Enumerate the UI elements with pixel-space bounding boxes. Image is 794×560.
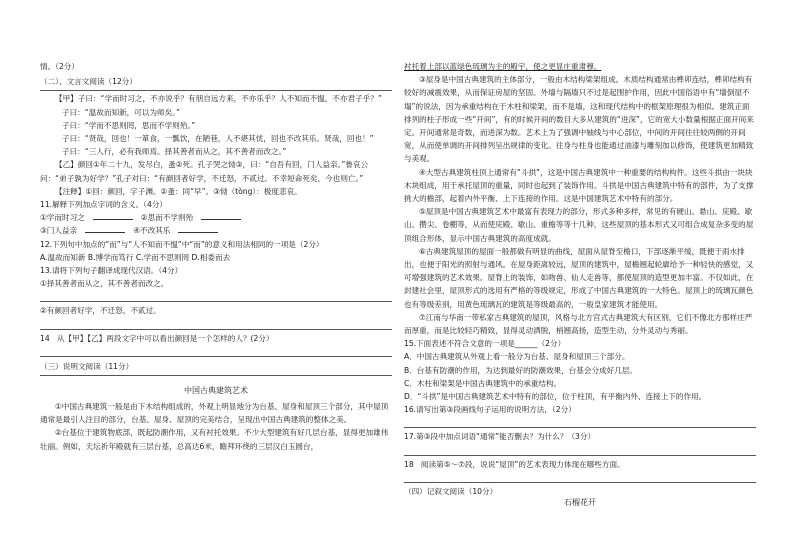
article-para-2: ②台基位于建筑物底部，既起防潮作用，又有衬托效果。不少大型建筑有好几层台基，显得更加雄伟壮丽。例如，天坛祈年殿就有三层台基，总高达6米，瞻拜环绕的三层汉白玉圆台， [40,428,389,451]
q13-sentence-1: ①择其善者而从之，其不善者而改之。 [40,279,169,289]
question-11: 11.解释下列加点字词的含义。（4分） [40,200,168,210]
jia-line-5: 子曰：“三人行，必有我师焉。择其善者而从之，其不善者而改之。” [62,147,287,157]
question-16: 16.请写出第③段画线句子运用的说明方法，（2分） [404,405,576,415]
q15-option-b: B．台基有防潮的作用，为达到最好的防潮效果，台基会分成好几层。 [404,365,638,375]
article-para-6: ⑥古典建筑屋顶的屋面一般都做有明显的曲线，屋面从屋脊至檐口，下部逐渐平缓，既便于雨水排出，也便于阳光的照射与通风。在屋身距离较远，屋顶的建筑中，屋檐翘起轮廓给予一种轻快的感觉，又可增强建筑的艺术效果。屋脊上的装饰，如吻兽、仙人走兽等，都使屋顶的造型更加丰富。不仅如此，在封建社会里，屋顶形式的选用有严格的等级规定，形成了中国古典建筑的一大特色。屋顶上的琉璃瓦颜色也有等级差别，用黄色琉璃瓦的建筑是等级最高的，一般皇家建筑才能使用。 [404,246,754,309]
question-18 [404,458,756,471]
q11-c-blank[interactable] [85,224,125,233]
q11-d: ④不改其乐 [133,226,171,236]
section4-header: （四）记叙文阅读（10分） [404,486,498,496]
q18-text: 阅读第⑤～⑦段，说说“屋顶”的艺术表现力体现在哪些方面。 [420,459,625,469]
q11-row-1 [40,211,392,224]
notes: 【注释】①回：颜回，字子渊。②蚤：同“早”。③恸（tòng）：极度悲哀。 [55,186,302,196]
article-para-5: ⑤屋顶是中国古典建筑艺术中最富有表现力的部分，形式多种多样，常见的有硬山、悬山、庑殿、歇山、攒尖、卷棚等，从而使庑殿、歇山、重檐等等十几种，这些屋顶的基本形式又可组合成复杂多变的屋顶组合形体，显示中国古典建筑的高度成就。 [404,207,754,243]
question-14 [40,332,392,345]
jia-line-3: 子曰：“学而不思则罔，思而不学则殆。” [62,120,196,130]
q15-option-c: C．木柱和梁架是中国古典建筑中的承重结构。 [404,378,562,388]
q18-number: 18 [404,459,414,469]
q11-a-blank[interactable] [93,211,133,220]
q17-answer-line[interactable] [404,444,756,456]
q11-b-blank[interactable] [201,211,241,220]
q15-option-a: A．中国古典建筑从外观上看一般分为台基、屋身和屋顶三个部分。 [404,352,630,362]
article-title: 中国古典建筑艺术 [184,386,248,396]
q11-d-blank[interactable] [178,224,218,233]
question-13: 13.请将下列句子翻译成现代汉语。（4分） [40,266,183,276]
jia-line-4: 子曰：“贤哉，回也！一箪食，一瓢饮，在陋巷，人不堪其忧，回也不改其乐。贤哉，回也！” [62,134,374,144]
article-para-1: ①中国古典建筑一般是由下木结构组成的，外观上明显地分为台基、屋身和屋顶三个部分，其中屋顶通常是最引人注目的部分，台基、屋身、屋顶的完美结合，呈现出中国古典建筑的整体之美。 [40,402,389,425]
article-para-3: ③屋身是中国古典建筑的主体部分，一般由木结构梁架组成。木质结构通常由榫卯连结，榫卯结构有较好的减震效果，从而保证房屋的坚固。外墙与隔墙只不过是起围护作用，因此中国俗语中有“墙倒屋不塌”的说法，因为承重结构在于木柱和梁架，而不是墙，这和现代结构中的框架原理很为相似。建筑正面排列的柱子形成一些“开间”，有的时候开间的数目大多从建筑的“进深”，它的宽大小数量根据正面开间来定。开间通常是奇数，而进深为数。艺术上为了强调中轴线与中心部位，中间的开间往往较两侧的开间宽，从而使单调的开间排列呈出规律的变化。往身与柱身也能通过油漆与雕刻加以修饰，使建筑更加精致与美观。 [404,75,754,164]
q11-c: ③门人益亲 [40,226,78,236]
article-para-4: ④大型古典建筑柱顶上通常有“斗拱”，这是中国古典建筑中一种重要的结构构件。这些斗拱由一块块木块组成，用于承托屋顶的重量，同时也起到了装饰作用。斗拱是中国古典建筑中特有的部件，为了支撑挑大的檐部，起着内外平衡、上下连接的作用。这是中国建筑艺术中特有的部分。 [404,167,754,204]
jia-line-2: 子曰：“温故而知新，可以为师矣。” [62,107,180,117]
q14-text: 从【甲】【乙】两段文字中可以看出颜回是一个怎样的人？(2分） [56,333,274,343]
article-para-7: ⑦江南与华南一带私家古典建筑的屋顶，风格与北方宫式古典建筑大有区别，它们不像北方那样庄严而厚重，而是比较轻巧精致，显得灵动洒脱，梢翘高扬，造型生动，分外灵动与秀丽。 [404,312,753,336]
q18-answer-line[interactable] [404,471,756,483]
q14-answer-line[interactable] [40,345,392,357]
right-column [404,60,756,512]
section3-header: （三）说明文阅读（11分） [40,359,392,376]
q13-answer-line-2[interactable] [40,318,392,330]
q14-number: 14 [40,333,50,343]
section2-header: （二）、文言文阅读（12分） [40,74,392,91]
question-12: 12.下列句中加点的“而”与“人不知而不愠”中“而”的意义和用法相同的一项是（2分） [40,239,324,249]
top-line: 衬托着上部以蓝绿色琉璃为主的殿宇，使之更显庄重肃穆。 [404,62,602,71]
section4-title: 石榴花开 [564,498,596,508]
q11-row-2 [40,224,392,237]
q13-answer-line-1[interactable] [40,290,392,302]
question-15: 15.下面表述不符合文意的一项是______（2分） [404,339,566,349]
q12-options: A.温故而知新 B.博学而笃行 C.学而不思则罔 D.相委而去 [40,252,231,262]
question-17: 17.第③段中加点词语“通常”能否删去？为什么？（3分） [404,432,596,442]
q16-answer-line[interactable] [404,416,756,428]
first-line: 情。（2分） [40,62,79,71]
q15-option-d: D．“斗拱”是中国古典建筑艺术中特有的部位，位于柱顶，有平衡内外、连接上下的作用。 [404,392,707,402]
left-column [40,60,392,453]
yi-text: 【乙】颜回①年二十九，发尽白，蚤②死。孔子哭之恸③，曰：“自吾有回，门人益亲。”鲁哀公问：“弟子孰为好学？”孔子对曰：“有颜回者好学，不迁怒，不贰过。不幸短命死矣，今也则亡。” [40,160,369,183]
jia-line-1: 【甲】子曰：“学而时习之，不亦说乎？有朋自远方来，不亦乐乎？人不知而不愠，不亦君子乎？” [55,94,382,104]
q11-b: ②思而不学则殆 [140,213,194,223]
q11-a: ①学而时习之 [40,213,85,223]
q13-sentence-2: ②有颜回者好学，不迁怒，不贰过。 [40,306,161,316]
